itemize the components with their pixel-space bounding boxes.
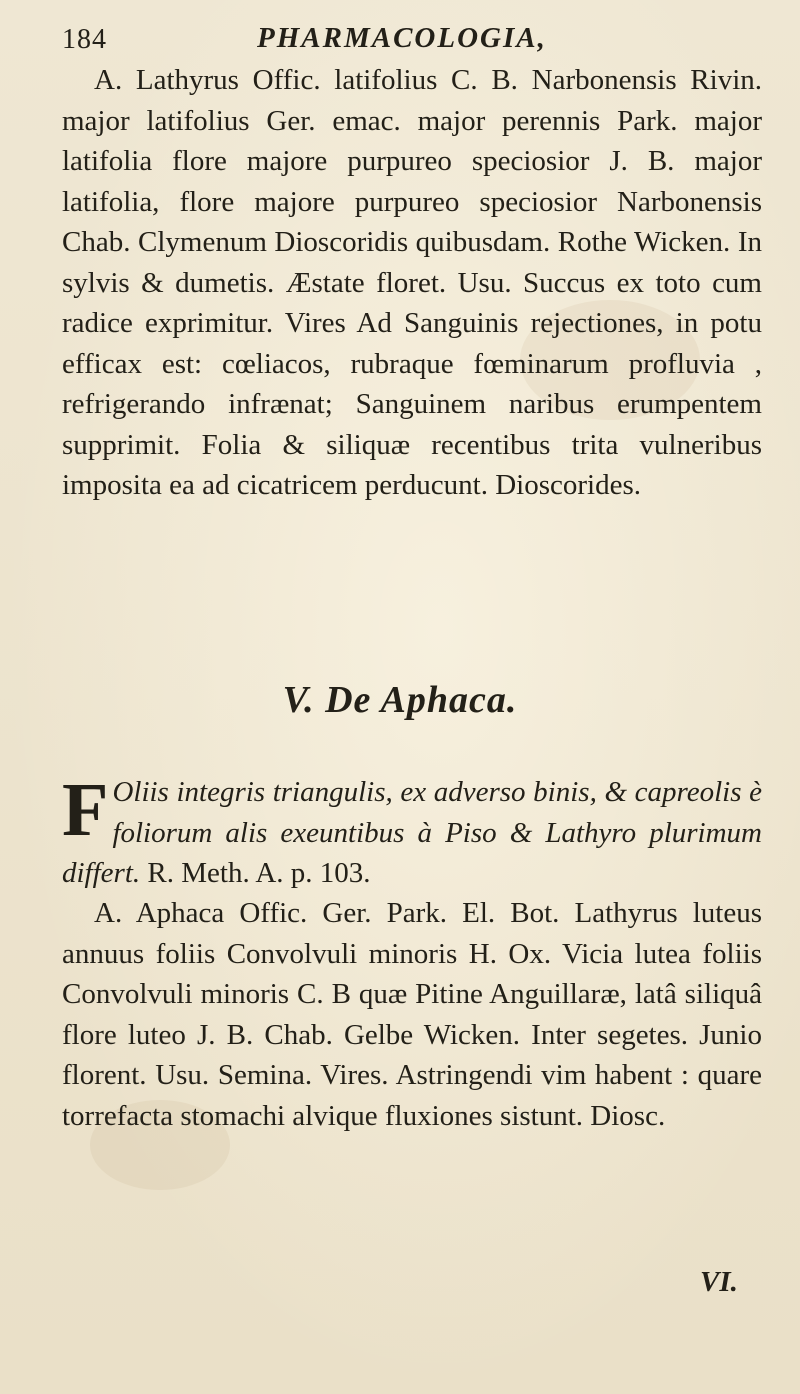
running-head: PHARMACOLOGIA, <box>257 22 547 54</box>
paragraph-lathyrus <box>62 60 762 506</box>
catchword: VI. <box>700 1266 738 1298</box>
drop-initial: F <box>62 768 109 852</box>
paragraph-aphaca-synonyms <box>62 893 762 1136</box>
section-heading: V. De Aphaca. <box>282 679 518 721</box>
page-number: 184 <box>62 24 107 55</box>
paragraph-text: Oliis integris triangulis, ex adverso binis, & capreolis è foliorum alis exeuntibus à Piso & Lathyro plurimum differt. <box>62 776 762 889</box>
citation: R. Meth. A. p. 103. <box>147 857 371 889</box>
paragraph-text: A. Aphaca Offic. Ger. Park. El. Bot. Lathyrus luteus annuus foliis Convolvuli minoris H. Ox. Vicia lutea foliis Convolvuli minoris C. B quæ Pitine Anguillaræ, latâ siliquâ flore luteo J. B. Chab. Gelbe Wicken. Inter segetes. Junio florent. Usu. Semina. Vires. Astringendi vim habent : quare torrefacta stomachi alvique fluxiones sistunt. Diosc. <box>62 897 762 1132</box>
paragraph-text: A. Lathyrus Offic. latifolius C. B. Narbonensis Rivin. major latifolius Ger. emac. major perennis Park. major latifolia flore majore purpureo speciosior J. B. major latifolia, flore majore purpureo speciosior Narbonensis Chab. Clymenum Dioscoridis quibusdam. Rothe Wicken. In sylvis & dumetis. Æstate floret. Usu. Succus ex toto cum radice exprimitur. Vires Ad Sanguinis rejectiones, in potu efficax est: cœliacos, rubraque fœminarum profluvia , refrigerando infrænat; Sanguinem naribus erumpentem supprimit. Folia & siliquæ recentibus trita vulneribus imposita ea ad cicatricem perducunt. Dioscorides. <box>62 64 762 501</box>
page-header <box>62 18 760 58</box>
paragraph-aphaca-description <box>62 768 762 894</box>
